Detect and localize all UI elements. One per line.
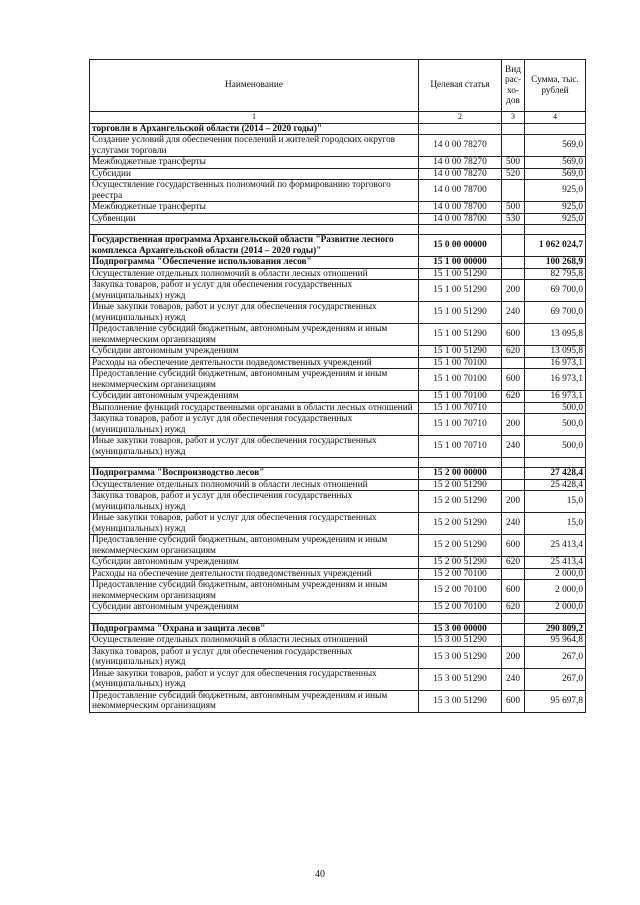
row-type: 500 (502, 202, 525, 214)
header-sum: Сумма, тыс. рублей (525, 60, 586, 112)
numbering-row (90, 112, 586, 124)
table-row (90, 646, 586, 668)
row-sum: 25 413,4 (525, 557, 586, 569)
row-type (502, 135, 525, 157)
row-code: 14 0 00 78700 (419, 180, 502, 202)
table-row (90, 123, 586, 135)
table-row (90, 391, 586, 403)
row-sum: 27 428,4 (525, 468, 586, 480)
row-name: Закупка товаров, работ и услуг для обеспечения государственных (муниципальных) нужд (90, 414, 419, 436)
row-name: Расходы на обеспечение деятельности подведомственных учреждений (90, 357, 419, 369)
numbering-cell: 3 (502, 112, 525, 124)
row-code: 15 1 00 70710 (419, 402, 502, 414)
row-sum: 69 700,0 (525, 302, 586, 324)
row-type: 600 (502, 324, 525, 346)
row-sum: 267,0 (525, 668, 586, 690)
row-sum: 15,0 (525, 491, 586, 513)
row-code: 15 3 00 51290 (419, 646, 502, 668)
row-type (502, 635, 525, 647)
table-row (90, 369, 586, 391)
row-type (502, 402, 525, 414)
row-code (419, 613, 502, 623)
table-row (90, 346, 586, 358)
row-name: Субсидии автономным учреждениям (90, 557, 419, 569)
row-code: 15 2 00 70100 (419, 580, 502, 602)
row-code: 15 1 00 51290 (419, 302, 502, 324)
table-row (90, 436, 586, 458)
row-name: Субсидии (90, 168, 419, 180)
row-sum (525, 225, 586, 235)
row-sum: 925,0 (525, 213, 586, 225)
row-code: 15 3 00 51290 (419, 668, 502, 690)
row-type (502, 123, 525, 135)
row-code: 15 1 00 51290 (419, 268, 502, 280)
row-name: Предоставление субсидий бюджетным, автономным учреждениям и иным некоммерческим организациям (90, 580, 419, 602)
table-row (90, 402, 586, 414)
row-name: Закупка товаров, работ и услуг для обеспечения государственных (муниципальных) нужд (90, 280, 419, 302)
row-name: Субсидии автономным учреждениям (90, 602, 419, 614)
table-row (90, 235, 586, 257)
row-code: 14 0 00 78270 (419, 168, 502, 180)
row-code (419, 123, 502, 135)
row-code: 14 0 00 78700 (419, 202, 502, 214)
spacer-row (90, 458, 586, 468)
row-name (90, 458, 419, 468)
row-type (502, 568, 525, 580)
row-code: 15 1 00 70100 (419, 369, 502, 391)
row-code: 15 1 00 00000 (419, 257, 502, 269)
table-row (90, 479, 586, 491)
row-sum: 500,0 (525, 402, 586, 414)
row-type: 600 (502, 369, 525, 391)
row-code (419, 458, 502, 468)
table-row (90, 513, 586, 535)
table-row (90, 623, 586, 635)
row-sum: 500,0 (525, 414, 586, 436)
row-sum: 16 973,1 (525, 357, 586, 369)
row-type: 520 (502, 168, 525, 180)
row-code: 15 1 00 70710 (419, 414, 502, 436)
row-type (502, 468, 525, 480)
row-name: Иные закупки товаров, работ и услуг для обеспечения государственных (муниципальных) нужд (90, 513, 419, 535)
row-type: 200 (502, 280, 525, 302)
budget-table (89, 59, 586, 713)
row-sum: 13 095,8 (525, 324, 586, 346)
row-sum: 16 973,1 (525, 369, 586, 391)
table-row (90, 557, 586, 569)
table-row (90, 280, 586, 302)
row-name: Закупка товаров, работ и услуг для обеспечения государственных (муниципальных) нужд (90, 491, 419, 513)
spacer-row (90, 613, 586, 623)
row-code: 15 2 00 51290 (419, 479, 502, 491)
row-sum: 925,0 (525, 202, 586, 214)
row-sum (525, 613, 586, 623)
row-type: 240 (502, 302, 525, 324)
row-code: 15 2 00 70100 (419, 602, 502, 614)
row-sum: 2 000,0 (525, 602, 586, 614)
spacer-row (90, 225, 586, 235)
table-row (90, 157, 586, 169)
row-type: 620 (502, 346, 525, 358)
table-body (90, 123, 586, 712)
row-code (419, 225, 502, 235)
row-type (502, 268, 525, 280)
row-code: 15 2 00 51290 (419, 491, 502, 513)
row-name: Закупка товаров, работ и услуг для обеспечения государственных (муниципальных) нужд (90, 646, 419, 668)
row-type: 620 (502, 557, 525, 569)
row-sum: 569,0 (525, 135, 586, 157)
row-name: Субсидии автономным учреждениям (90, 391, 419, 403)
table-row (90, 202, 586, 214)
row-code: 15 1 00 51290 (419, 280, 502, 302)
table-row (90, 257, 586, 269)
table-row (90, 302, 586, 324)
row-sum: 95 964,8 (525, 635, 586, 647)
numbering-cell: 1 (90, 112, 419, 124)
row-name (90, 613, 419, 623)
row-name: Иные закупки товаров, работ и услуг для обеспечения государственных (муниципальных) нужд (90, 302, 419, 324)
table-row (90, 357, 586, 369)
row-code: 15 2 00 00000 (419, 468, 502, 480)
row-name: Предоставление субсидий бюджетным, автономным учреждениям и иным некоммерческим организациям (90, 535, 419, 557)
table-row (90, 491, 586, 513)
row-type: 200 (502, 414, 525, 436)
row-sum: 267,0 (525, 646, 586, 668)
row-name: Иные закупки товаров, работ и услуг для обеспечения государственных (муниципальных) нужд (90, 668, 419, 690)
row-name: Подпрограмма "Обеспечение использования лесов" (90, 257, 419, 269)
row-sum: 95 697,8 (525, 690, 586, 712)
row-type: 600 (502, 580, 525, 602)
row-type (502, 613, 525, 623)
numbering-cell: 2 (419, 112, 502, 124)
table-row (90, 535, 586, 557)
header-type: Вид рас-хо-дов (502, 60, 525, 112)
row-name: Осуществление отдельных полномочий в области лесных отношений (90, 635, 419, 647)
row-sum: 25 428,4 (525, 479, 586, 491)
row-name: Осуществление государственных полномочий по формированию торгового реестра (90, 180, 419, 202)
row-code: 15 2 00 70100 (419, 568, 502, 580)
row-sum: 290 809,2 (525, 623, 586, 635)
row-code: 14 0 00 78270 (419, 135, 502, 157)
numbering-cell: 4 (525, 112, 586, 124)
table-row (90, 635, 586, 647)
row-type: 200 (502, 646, 525, 668)
row-sum: 69 700,0 (525, 280, 586, 302)
row-name: Предоставление субсидий бюджетным, автономным учреждениям и иным некоммерческим организациям (90, 324, 419, 346)
row-code: 15 3 00 51290 (419, 635, 502, 647)
row-code: 14 0 00 78700 (419, 213, 502, 225)
row-type (502, 235, 525, 257)
row-code: 15 1 00 70100 (419, 357, 502, 369)
row-sum: 15,0 (525, 513, 586, 535)
table-row (90, 668, 586, 690)
row-sum: 925,0 (525, 180, 586, 202)
table-row (90, 135, 586, 157)
row-type (502, 180, 525, 202)
row-type: 240 (502, 668, 525, 690)
row-type: 620 (502, 602, 525, 614)
row-name: Межбюджетные трансферты (90, 157, 419, 169)
row-type (502, 225, 525, 235)
row-type (502, 257, 525, 269)
row-name: Межбюджетные трансферты (90, 202, 419, 214)
row-type (502, 357, 525, 369)
table-row (90, 568, 586, 580)
row-code: 15 3 00 00000 (419, 623, 502, 635)
row-name: торговли в Архангельской области (2014 – 2020 годы)" (90, 123, 419, 135)
row-code: 15 2 00 51290 (419, 557, 502, 569)
row-type: 240 (502, 436, 525, 458)
row-type: 530 (502, 213, 525, 225)
row-type (502, 623, 525, 635)
row-type: 620 (502, 391, 525, 403)
row-type: 240 (502, 513, 525, 535)
row-name: Иные закупки товаров, работ и услуг для обеспечения государственных (муниципальных) нужд (90, 436, 419, 458)
row-name: Подпрограмма "Воспроизводство лесов" (90, 468, 419, 480)
row-name: Субвенции (90, 213, 419, 225)
table-row (90, 324, 586, 346)
row-sum: 13 095,8 (525, 346, 586, 358)
row-name: Создание условий для обеспечения поселений и жителей городских округов услугами торговли (90, 135, 419, 157)
table-row (90, 168, 586, 180)
row-code: 15 2 00 51290 (419, 535, 502, 557)
table-row (90, 690, 586, 712)
header-code: Целевая статья (419, 60, 502, 112)
row-name: Предоставление субсидий бюджетным, автономным учреждениям и иным некоммерческим организациям (90, 690, 419, 712)
row-name: Выполнение функций государственными органами в области лесных отношений (90, 402, 419, 414)
table-row (90, 414, 586, 436)
row-sum: 500,0 (525, 436, 586, 458)
row-code: 15 1 00 51290 (419, 324, 502, 346)
row-type: 200 (502, 491, 525, 513)
row-sum: 16 973,1 (525, 391, 586, 403)
row-sum: 569,0 (525, 168, 586, 180)
row-code: 15 1 00 70710 (419, 436, 502, 458)
row-name (90, 225, 419, 235)
row-code: 14 0 00 78270 (419, 157, 502, 169)
row-type (502, 458, 525, 468)
row-type: 500 (502, 157, 525, 169)
row-sum: 100 268,9 (525, 257, 586, 269)
row-code: 15 0 00 00000 (419, 235, 502, 257)
row-name: Осуществление отдельных полномочий в области лесных отношений (90, 479, 419, 491)
row-sum: 82 795,8 (525, 268, 586, 280)
row-name: Субсидии автономным учреждениям (90, 346, 419, 358)
table-row (90, 468, 586, 480)
row-code: 15 2 00 51290 (419, 513, 502, 535)
row-name: Подпрограмма "Охрана и защита лесов" (90, 623, 419, 635)
row-sum: 2 000,0 (525, 568, 586, 580)
row-code: 15 3 00 51290 (419, 690, 502, 712)
table-row (90, 602, 586, 614)
row-sum (525, 458, 586, 468)
page-number: 40 (315, 869, 325, 880)
header-row (90, 60, 586, 112)
table-row (90, 580, 586, 602)
row-sum: 2 000,0 (525, 580, 586, 602)
row-type: 600 (502, 535, 525, 557)
row-type: 600 (502, 690, 525, 712)
header-name: Наименование (90, 60, 419, 112)
row-code: 15 1 00 70100 (419, 391, 502, 403)
row-name: Государственная программа Архангельской области "Развитие лесного комплекса Архангельской области (2014 – 2020 годы)" (90, 235, 419, 257)
row-sum: 569,0 (525, 157, 586, 169)
row-name: Осуществление отдельных полномочий в области лесных отношений (90, 268, 419, 280)
row-sum: 1 062 024,7 (525, 235, 586, 257)
table-row (90, 268, 586, 280)
row-sum (525, 123, 586, 135)
table-row (90, 213, 586, 225)
row-sum: 25 413,4 (525, 535, 586, 557)
row-code: 15 1 00 51290 (419, 346, 502, 358)
row-name: Расходы на обеспечение деятельности подведомственных учреждений (90, 568, 419, 580)
table-row (90, 180, 586, 202)
row-type (502, 479, 525, 491)
row-name: Предоставление субсидий бюджетным, автономным учреждениям и иным некоммерческим организациям (90, 369, 419, 391)
